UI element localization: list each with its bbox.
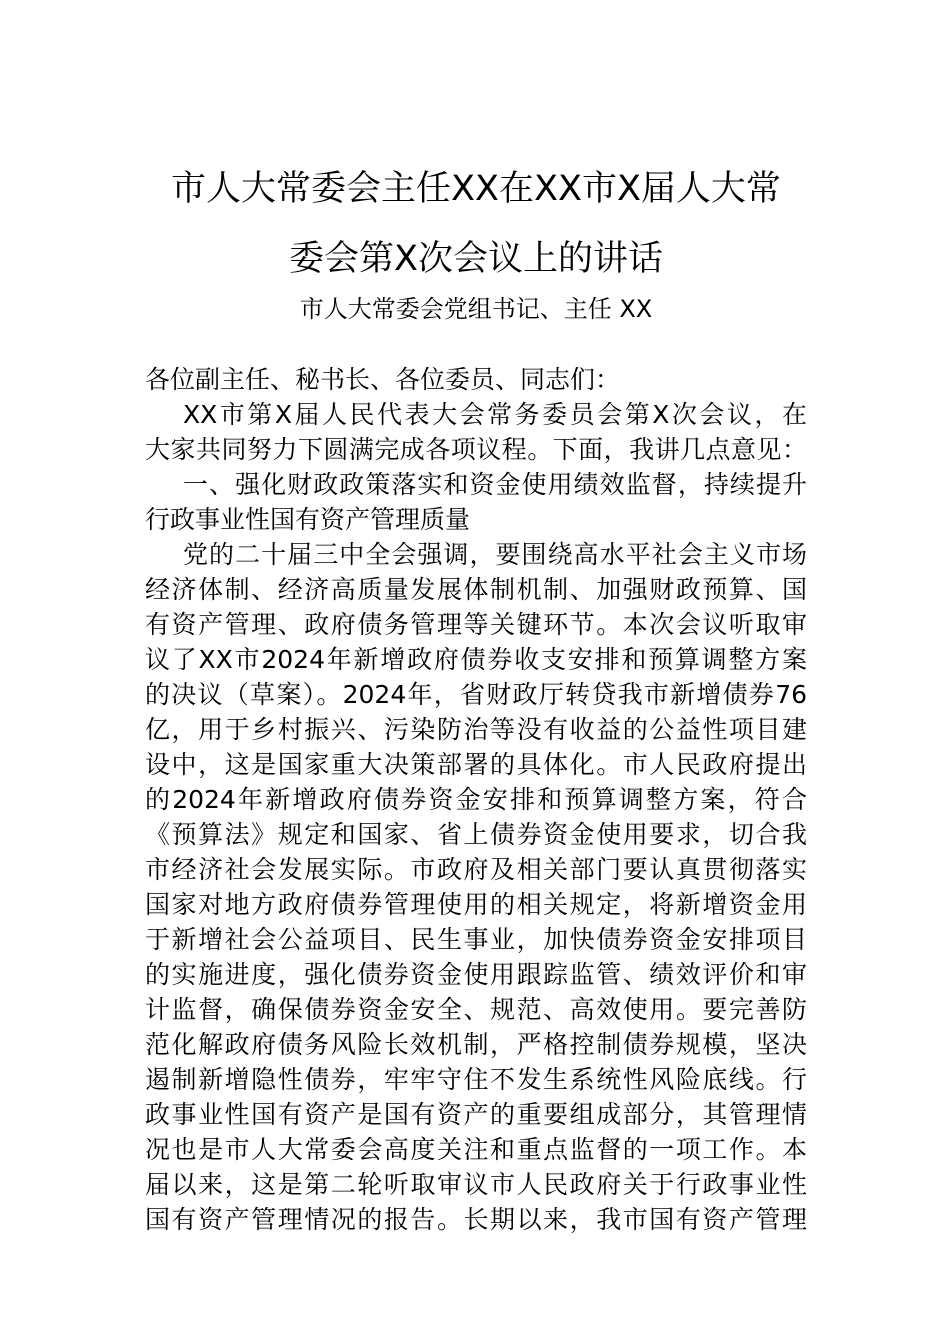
document-title-line-2: 委会第X次会议上的讲话 [289,239,663,279]
text-line: 的实施进度，强化债券资金使用跟踪监管、绩效评价和审 [145,960,807,989]
text-line: 大家共同努力下圆满完成各项议程。下面，我讲几点意见： [145,435,807,464]
text-line: 国家对地方政府债券管理使用的相关规定，将新增资金用 [145,890,807,919]
text-line: 届以来，这是第二轮听取审议市人民政府关于行政事业性 [145,1170,807,1199]
document-title-line-1: 市人大常委会主任XX在XX市X届人大常 [171,169,781,209]
text-line: 况也是市人大常委会高度关注和重点监督的一项工作。本 [145,1135,807,1164]
document-page [145,0,807,1344]
salutation: 各位副主任、秘书长、各位委员、同志们： [145,365,621,394]
text-line: 于新增社会公益项目、民生事业，加快债券资金安排项目 [145,925,807,954]
text-line: 国有资产管理情况的报告。长期以来，我市国有资产管理 [145,1205,807,1234]
text-line: 议了XX市2024年新增政府债券收支安排和预算调整方案 [145,645,807,674]
section-heading-line: 行政事业性国有资产管理质量 [145,505,471,534]
text-line: 亿，用于乡村振兴、污染防治等没有收益的公益性项目建 [145,715,807,744]
text-line: 范化解政府债务风险长效机制，严格控制债券规模，坚决 [145,1030,807,1059]
text-line: 政事业性国有资产是国有资产的重要组成部分，其管理情 [145,1100,807,1129]
text-line: 党的二十届三中全会强调，要围绕高水平社会主义市场 [183,540,807,569]
section-heading-line: 一、强化财政政策落实和资金使用绩效监督，持续提升 [183,470,807,499]
text-line: 的决议（草案）。2024年，省财政厅转贷我市新增债券76 [145,680,807,709]
text-line: XX市第X届人民代表大会常务委员会第X次会议，在 [183,400,807,429]
document-subtitle: 市人大常委会党组书记、主任 XX [299,295,653,323]
text-line: 的2024年新增政府债券资金安排和预算调整方案，符合 [145,785,807,814]
text-line: 《预算法》规定和国家、省上债券资金使用要求，切合我 [145,820,807,849]
text-line: 遏制新增隐性债券，牢牢守住不发生系统性风险底线。行 [145,1065,807,1094]
text-line: 设中，这是国家重大决策部署的具体化。市人民政府提出 [145,750,807,779]
text-line: 市经济社会发展实际。市政府及相关部门要认真贯彻落实 [145,855,807,884]
text-line: 计监督，确保债券资金安全、规范、高效使用。要完善防 [145,995,807,1024]
text-line: 经济体制、经济高质量发展体制机制、加强财政预算、国 [145,575,807,604]
text-line: 有资产管理、政府债务管理等关键环节。本次会议听取审 [145,610,807,639]
